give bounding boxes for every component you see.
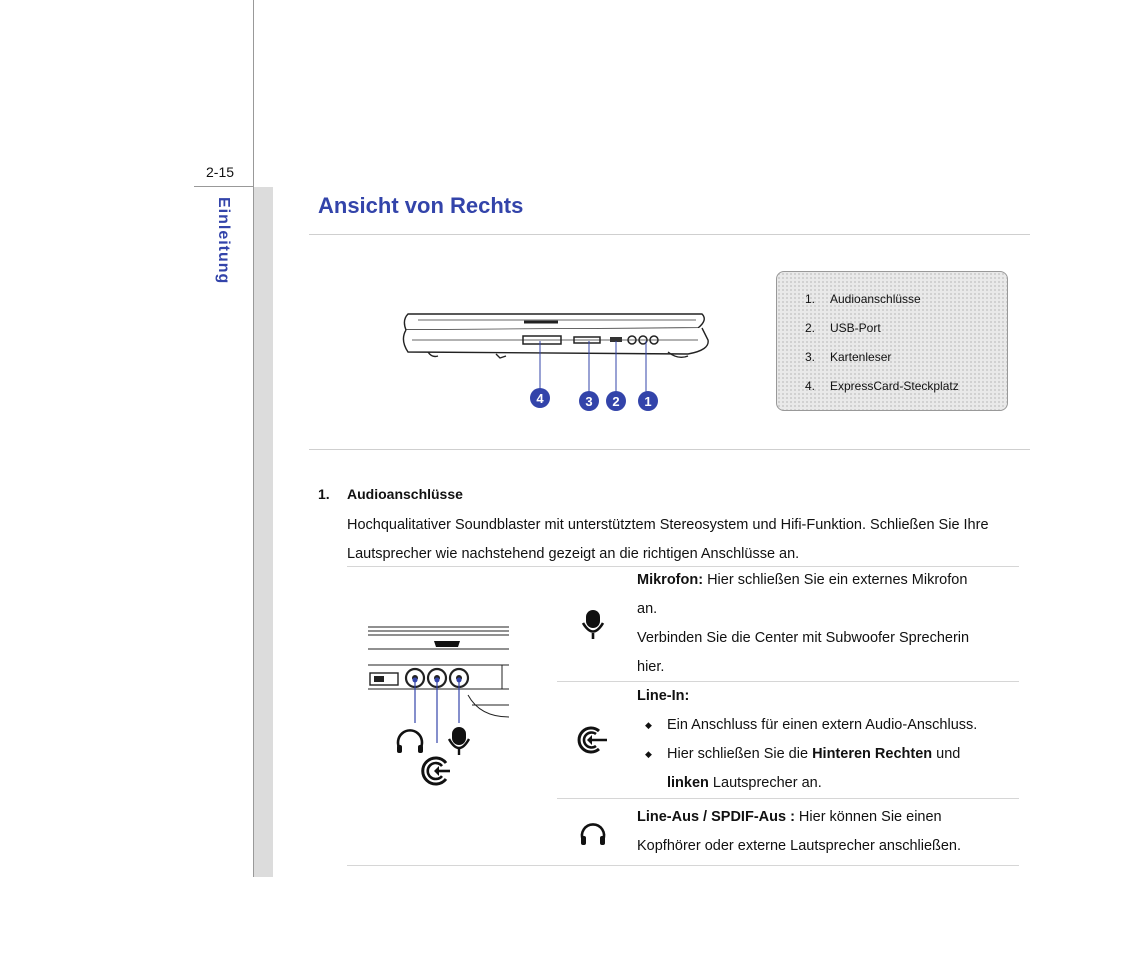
line-in-icon — [423, 758, 450, 784]
linein-bullets — [645, 711, 977, 798]
lineout-description: Line-Aus / SPDIF-Aus : Hier können Sie einen Kopfhörer oder externe Lautsprecher anschließen. — [637, 809, 962, 854]
page-title: Ansicht von Rechts — [318, 193, 524, 218]
list-item: ◆ Hier schließen Sie die Hinteren Rechten und linken Lautsprecher an. — [645, 740, 977, 798]
page-number-rule — [194, 186, 254, 187]
section-heading: 1. Audioanschlüsse — [318, 486, 463, 502]
microphone-icon — [579, 608, 607, 642]
legend-item: 1. Audioanschlüsse — [805, 292, 921, 306]
callout-2: 2 — [612, 394, 620, 409]
list-item: ◆ Ein Anschluss für einen extern Audio-Anschluss. — [645, 711, 977, 740]
callout-1: 1 — [644, 394, 652, 409]
section-description: Hochqualitativer Soundblaster mit unterstütztem Stereosystem und Hifi-Funktion. Schließen Sie Ihre Lautsprecher wie nachstehend gezeigt an die richtigen Anschlüsse an. — [347, 517, 989, 562]
headphone-icon — [397, 730, 423, 753]
page-number: 2-15 — [206, 164, 235, 180]
microphone-icon — [449, 727, 469, 755]
headphone-icon — [578, 816, 608, 848]
audio-jack-closeup-illustration — [368, 625, 513, 790]
legend-item: 2. USB-Port — [805, 321, 881, 335]
sidebar-strip — [254, 187, 273, 877]
laptop-right-side-illustration — [398, 300, 718, 415]
table-rule — [347, 865, 1019, 866]
legend-item: 4. ExpressCard-Steckplatz — [805, 379, 959, 393]
line-in-icon — [577, 724, 611, 756]
callout-4: 4 — [536, 391, 544, 406]
legend-box — [776, 271, 1008, 411]
mic-description: Mikrofon: Hier schließen Sie ein externes Mikrofon an. Verbinden Sie die Center mit Subwoofer Sprecherin hier. — [637, 572, 970, 675]
legend-item: 3. Kartenleser — [805, 350, 892, 364]
divider — [309, 449, 1030, 450]
chapter-label: Einleitung — [215, 197, 232, 285]
callout-3: 3 — [585, 394, 593, 409]
divider — [309, 234, 1030, 235]
margin-line — [253, 0, 254, 877]
linein-heading: Line-In: — [637, 688, 690, 704]
table-rule — [557, 798, 1019, 799]
